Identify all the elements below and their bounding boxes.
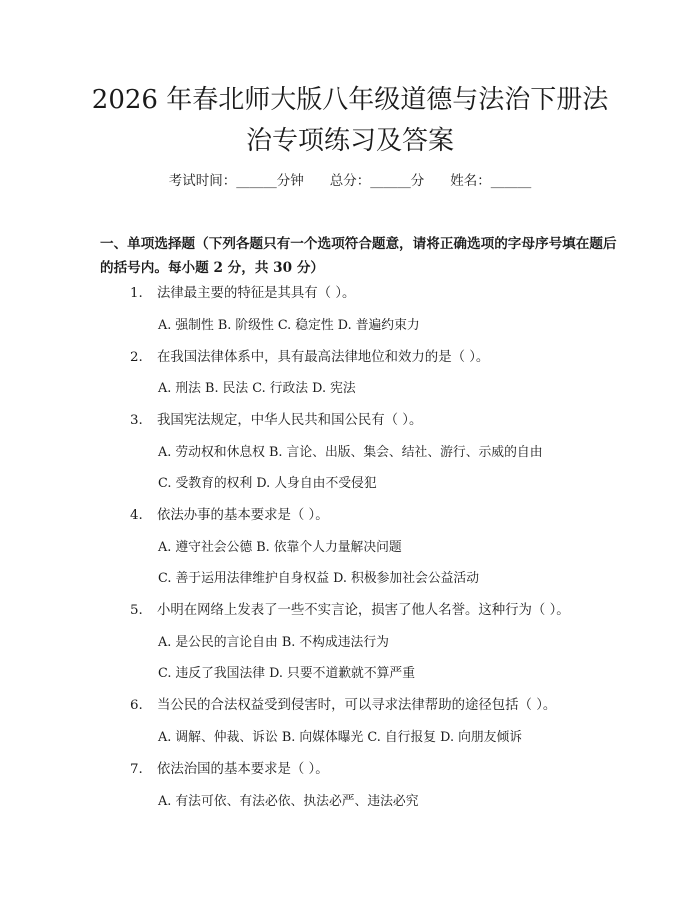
question-text: 依法办事的基本要求是（ ）。 [157,508,329,523]
document-title [60,80,640,162]
title-line-2: 治专项练习及答案 [245,126,454,156]
question-text: 依法治国的基本要求是（ ）。 [157,762,329,777]
question-text: 当公民的合法权益受到侵害时，可以寻求法律帮助的途径包括（ ）。 [157,698,557,713]
question-3-options-line-1: A. 劳动权和休息权 B. 言论、出版、集会、结社、游行、示威的自由 [158,445,543,460]
question-number: 2. [130,350,143,365]
question-number: 5. [130,603,143,618]
question-text: 法律最主要的特征是其具有（ ）。 [157,286,356,301]
question-6-options: A. 调解、仲裁、诉讼 B. 向媒体曝光 C. 自行报复 D. 向朋友倾诉 [158,730,523,745]
question-1 [130,282,355,301]
question-4 [130,504,329,523]
question-2 [130,346,489,365]
question-7-options: A. 有法可依、有法必依、执法必严、违法必究 [158,794,419,809]
question-7 [130,758,329,777]
question-5 [130,599,570,618]
total-score: 总分：______分 [329,173,425,189]
question-5-options-line-1: A. 是公民的言论自由 B. 不构成违法行为 [158,635,389,650]
student-name: 姓名：______ [450,173,532,189]
exam-info [0,169,700,189]
question-2-options: A. 刑法 B. 民法 C. 行政法 D. 宪法 [158,381,356,396]
question-text: 在我国法律体系中，具有最高法律地位和效力的是（ ）。 [157,350,490,365]
section-heading: 一、单项选择题（下列各题只有一个选项符合题意，请将正确选项的字母序号填在题后的括号内。每小题 2 分，共 30 分） [100,236,617,276]
question-number: 7. [130,762,143,777]
question-4-options-line-2: C. 善于运用法律维护自身权益 D. 积极参加社会公益活动 [158,571,480,586]
question-text: 小明在网络上发表了一些不实言论，损害了他人名誉。这种行为（ ）。 [157,603,570,618]
title-line-1: 2026 年春北师大版八年级道德与法治下册法 [91,85,609,115]
question-5-options-line-2: C. 违反了我国法律 D. 只要不道歉就不算严重 [158,666,416,681]
question-4-options-line-1: A. 遵守社会公德 B. 依靠个人力量解决问题 [158,540,402,555]
question-3 [130,409,422,428]
question-number: 3. [130,413,143,428]
question-6 [130,694,556,713]
question-number: 4. [130,508,143,523]
exam-time: 考试时间：______分钟 [168,173,304,189]
question-number: 6. [130,698,143,713]
question-text: 我国宪法规定，中华人民共和国公民有（ ）。 [157,413,423,428]
question-3-options-line-2: C. 受教育的权利 D. 人身自由不受侵犯 [158,476,377,491]
question-1-options: A. 强制性 B. 阶级性 C. 稳定性 D. 普遍约束力 [158,318,420,333]
question-number: 1. [130,286,143,301]
